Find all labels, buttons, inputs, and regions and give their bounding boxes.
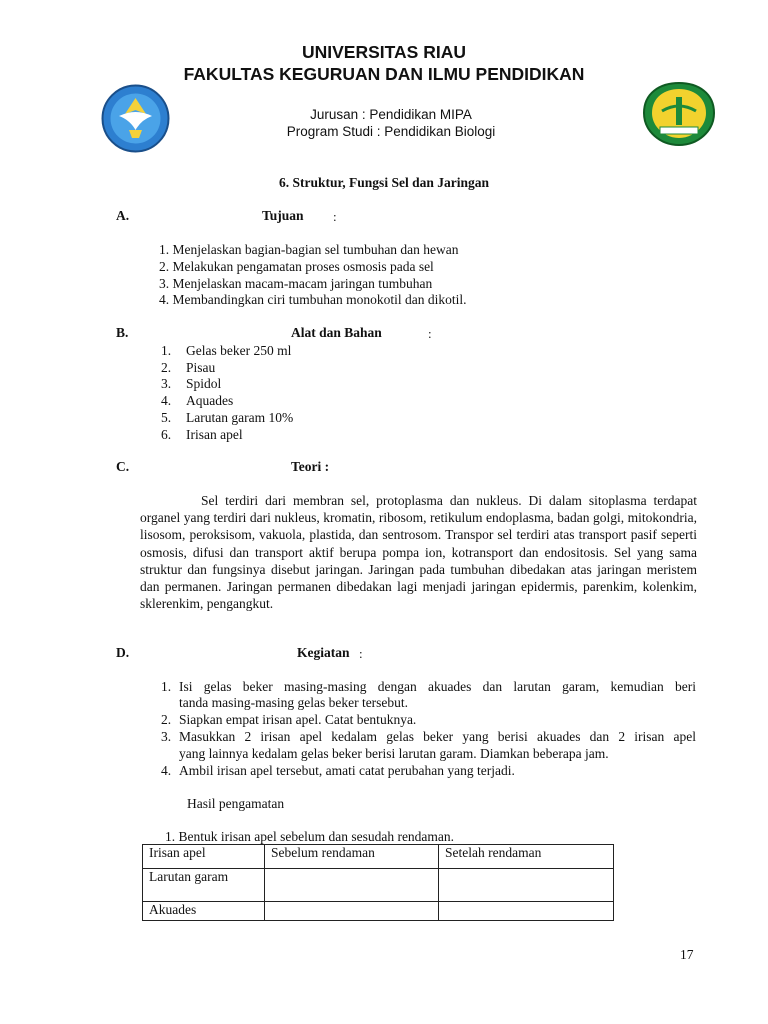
table-cell: Akuades: [143, 902, 265, 921]
table-caption: 1. Bentuk irisan apel sebelum dan sesudah rendaman.: [165, 829, 455, 844]
list-item-number: 2.: [161, 360, 172, 375]
section-b-letter: B.: [116, 325, 129, 340]
table-row: [143, 869, 614, 902]
university-name: UNIVERSITAS RIAU: [302, 42, 466, 62]
list-item: Larutan garam 10%: [186, 410, 294, 425]
table-cell[interactable]: [439, 869, 614, 902]
section-c-letter: C.: [116, 459, 130, 474]
list-item-number: 3.: [161, 729, 172, 744]
table-header-cell: Irisan apel: [143, 845, 265, 869]
list-item: 4. Membandingkan ciri tumbuhan monokotil dan dikotil.: [159, 292, 467, 307]
table-header-cell: Sebelum rendaman: [265, 845, 439, 869]
list-item-number: 5.: [161, 410, 172, 425]
list-item: Siapkan empat irisan apel. Catat bentuknya.: [179, 712, 417, 727]
section-c-title: Teori :: [291, 459, 330, 474]
list-item: Spidol: [186, 376, 222, 391]
list-item: 2. Melakukan pengamatan proses osmosis pada sel: [159, 259, 434, 274]
list-item: Masukkan 2 irisan apel kedalam gelas beker yang berisi akuades dan 2 irisan apel: [179, 729, 696, 744]
theory-paragraph: Sel terdiri dari membran sel, protoplasma dan nukleus. Di dalam sitoplasma terdapat organel yang terdiri dari nukleus, kromatin, ribosom, retikulum endoplasma, badan golgi, mitokondria, lisosom, peroksisom, vakuola, plastida, dan sentrosom. Transpor sel terdiri atas transport pasif seperti osmosis, difusi dan transport aktif berupa pompa ion, kotransport dan endositosis. Sel yang sama struktur dan fungsinya disebut jaringan. Jaringan pada tumbuhan dibedakan atas jaringan meristem dan permanen. Jaringan permanen dibedakan lagi menjadi jaringan epidermis, parenkim, kolenkim, sklerenkim, pengangkut.: [140, 493, 697, 612]
faculty-name: FAKULTAS KEGURUAN DAN ILMU PENDIDIKAN: [183, 64, 585, 84]
section-d-colon: :: [359, 646, 363, 661]
list-item-continuation: tanda masing-masing gelas beker tersebut.: [179, 695, 409, 710]
study-program: Program Studi : Pendidikan Biologi: [286, 124, 496, 139]
list-item-continuation: yang lainnya kedalam gelas beker berisi larutan garam. Diamkan beberapa jam.: [179, 746, 609, 761]
list-item-number: 2.: [161, 712, 172, 727]
list-item-number: 1.: [161, 343, 172, 358]
table-row: [143, 902, 614, 921]
section-d-title: Kegiatan: [297, 645, 350, 660]
list-item-number: 1.: [161, 679, 172, 694]
list-item-number: 4.: [161, 763, 172, 778]
table-cell[interactable]: [265, 869, 439, 902]
section-d-letter: D.: [116, 645, 130, 660]
list-item: 1. Menjelaskan bagian-bagian sel tumbuhan dan hewan: [159, 242, 459, 257]
list-item-number: 6.: [161, 427, 172, 442]
list-item: Gelas beker 250 ml: [186, 343, 292, 358]
section-a-title: Tujuan: [262, 208, 304, 223]
table-cell: Larutan garam: [143, 869, 265, 902]
list-item-number: 3.: [161, 376, 172, 391]
list-item: 3. Menjelaskan macam-macam jaringan tumbuhan: [159, 276, 433, 291]
table-cell[interactable]: [265, 902, 439, 921]
observation-table: [142, 844, 614, 921]
section-b-title: Alat dan Bahan: [291, 325, 382, 340]
section-a-letter: A.: [116, 208, 130, 223]
section-b-colon: :: [428, 326, 432, 341]
list-item: Pisau: [186, 360, 216, 375]
section-a-colon: :: [333, 209, 337, 224]
list-item: Ambil irisan apel tersebut, amati catat perubahan yang terjadi.: [179, 763, 515, 778]
list-item-number: 4.: [161, 393, 172, 408]
list-item: Isi gelas beker masing-masing dengan akuades dan larutan garam, kemudian beri: [179, 679, 696, 694]
table-header-cell: Setelah rendaman: [439, 845, 614, 869]
list-item: Aquades: [186, 393, 234, 408]
results-heading: Hasil pengamatan: [187, 796, 285, 811]
page-number: 17: [680, 947, 694, 962]
list-item: Irisan apel: [186, 427, 243, 442]
table-cell[interactable]: [439, 902, 614, 921]
table-header-row: [143, 845, 614, 869]
document-title: 6. Struktur, Fungsi Sel dan Jaringan: [279, 175, 489, 190]
department: Jurusan : Pendidikan MIPA: [310, 107, 472, 122]
